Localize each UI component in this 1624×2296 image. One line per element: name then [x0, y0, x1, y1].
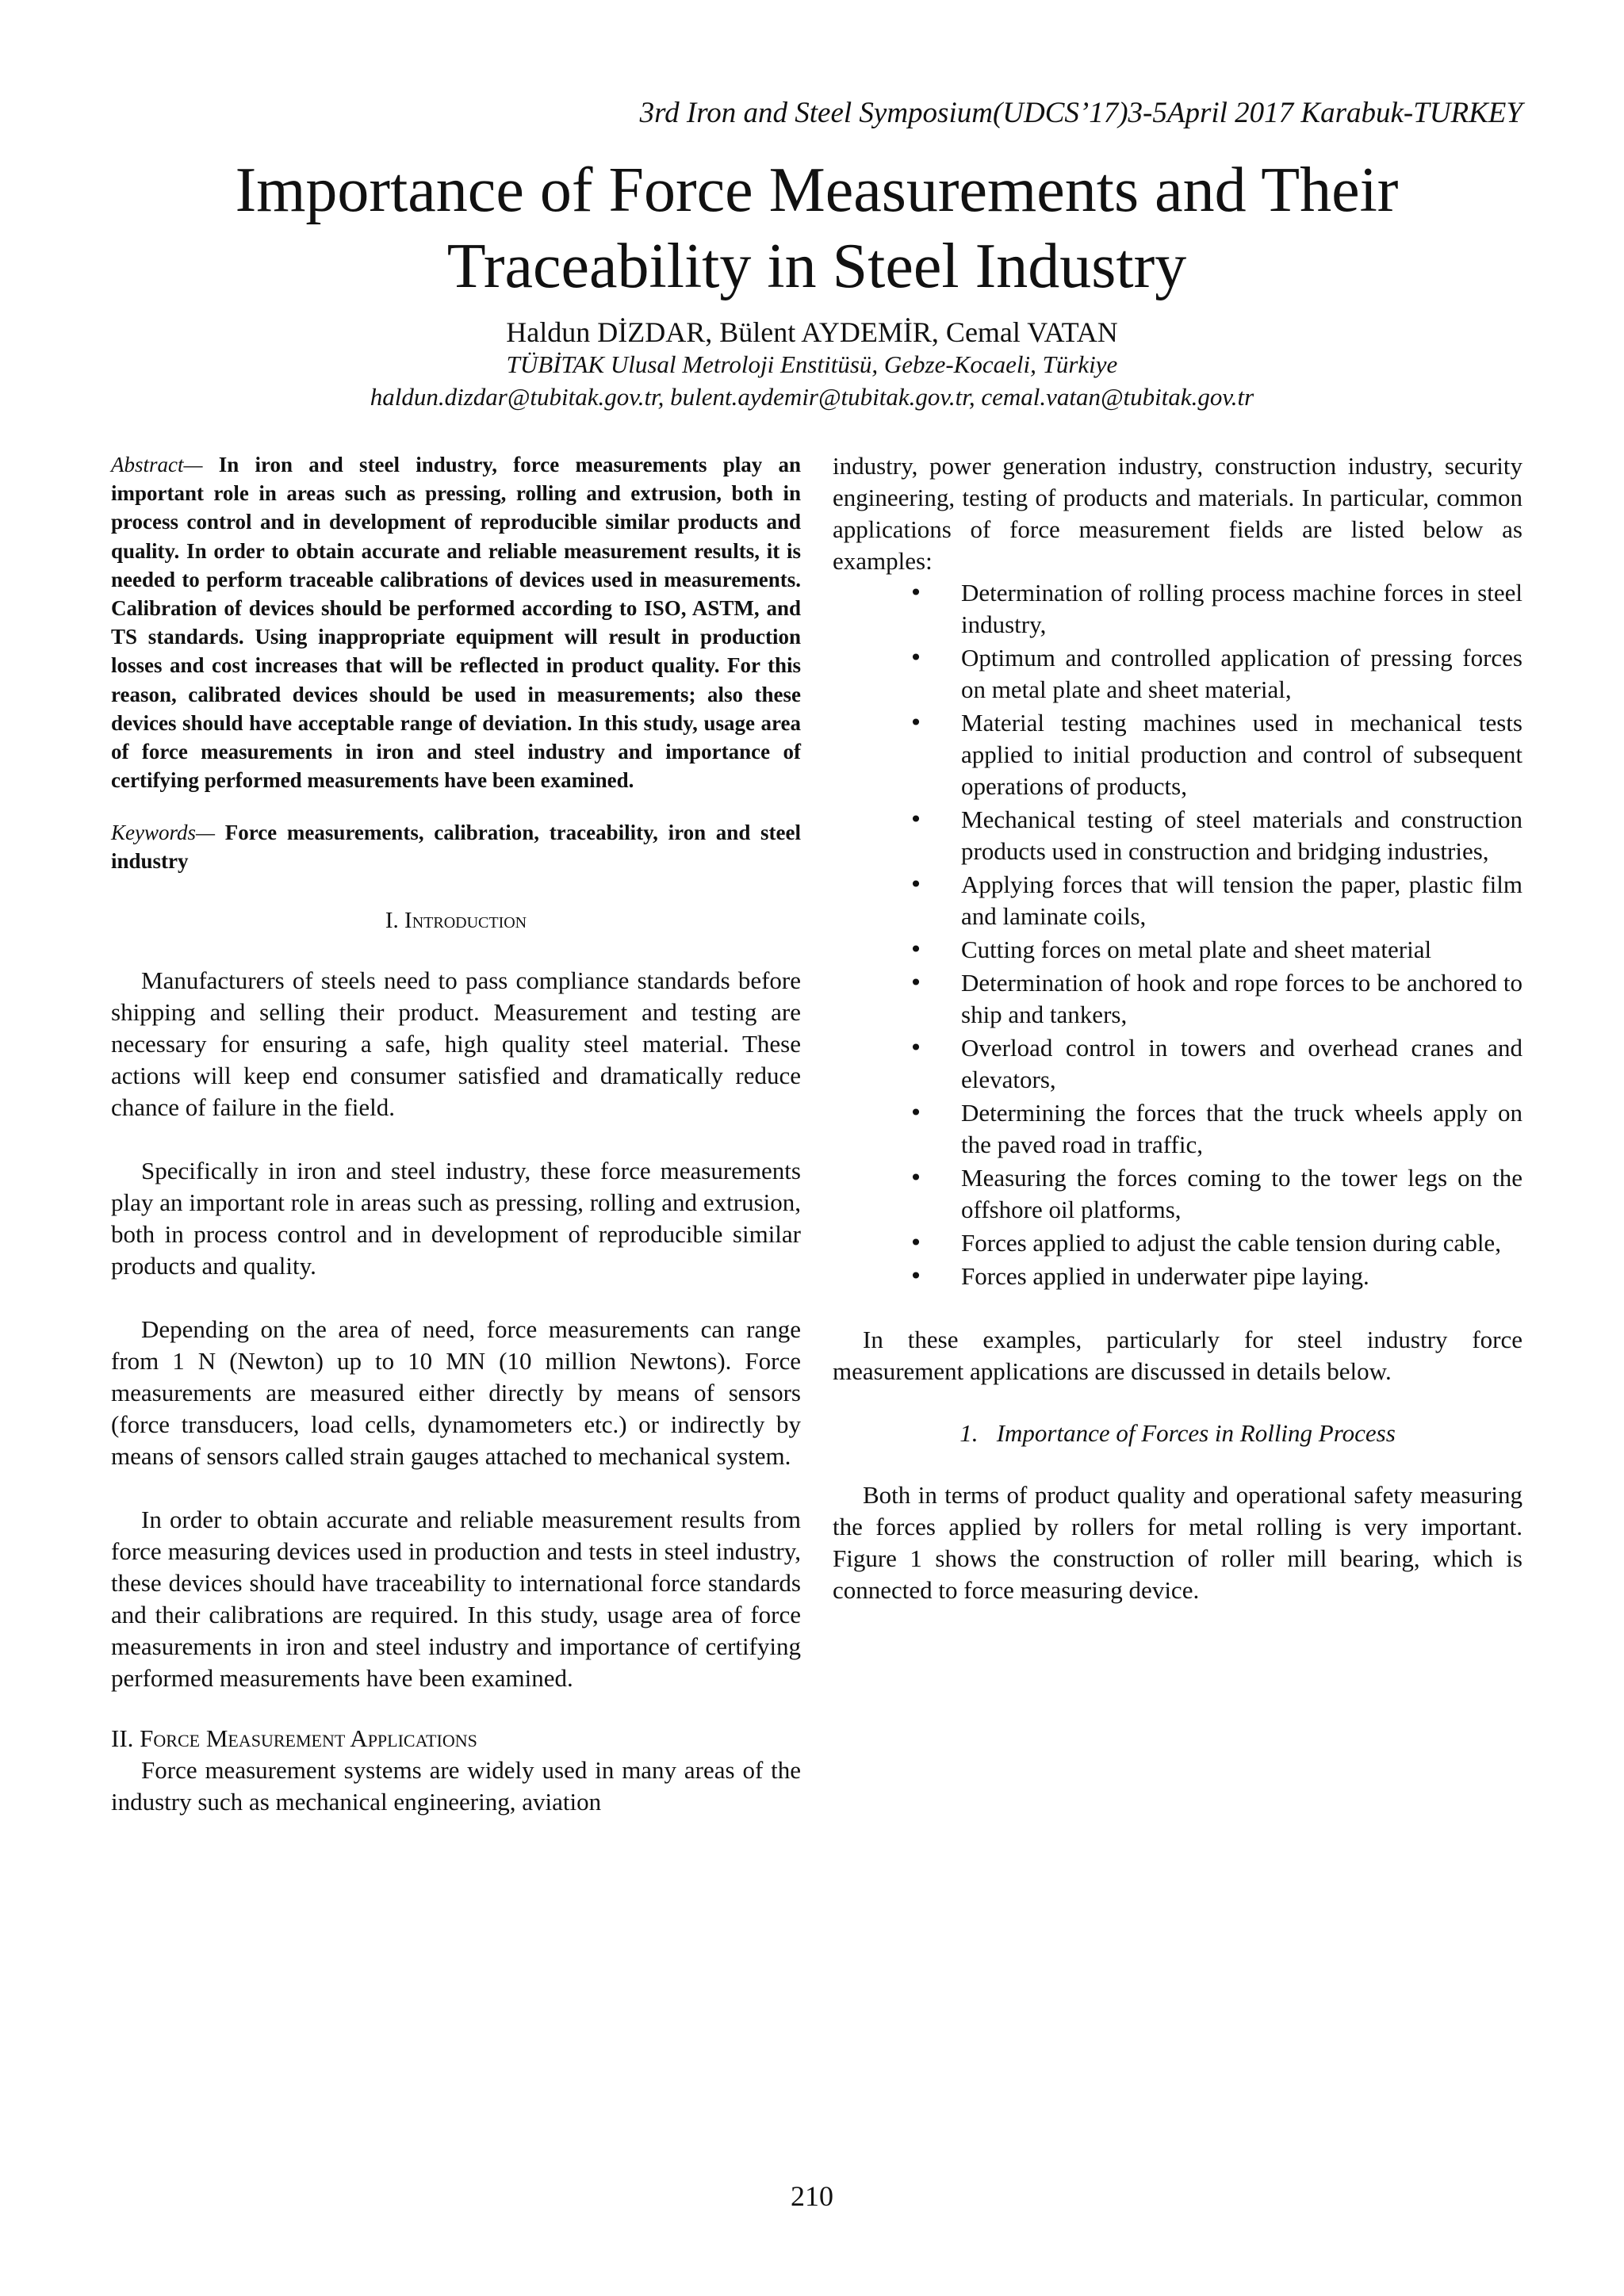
- abstract-lead: Abstract—: [111, 453, 203, 476]
- applications-list: [833, 577, 1522, 1292]
- left-column: [111, 450, 801, 1818]
- conference-header: 3rd Iron and Steel Symposium(UDCS’17)3-5April 2017 Karabuk-TURKEY: [639, 97, 1522, 129]
- bullet-icon: •: [909, 710, 923, 736]
- bullet-icon: •: [909, 580, 923, 606]
- abstract: [111, 450, 801, 794]
- keywords: [111, 818, 801, 875]
- list-item: • Determination of rolling process machine forces in steel industry,: [904, 577, 1522, 641]
- section-number: II.: [111, 1724, 134, 1753]
- bullet-icon: •: [909, 1263, 923, 1289]
- section-number: I.: [385, 908, 399, 934]
- intro-paragraph-1: Manufacturers of steels need to pass compliance standards before shipping and selling their product. Measurement and testing are necessary for ensuring a safe, high quality steel material. These actions will keep end consumer satisfied and dramatically reduce chance of failure in the field.: [111, 966, 801, 1122]
- right-column: [833, 450, 1522, 1606]
- abstract-text: In iron and steel industry, force measurements play an important role in areas such as pressing, rolling and extrusion, both in process control and in development of reproducible similar products and quality. In order to obtain accurate and reliable measurement results, it is needed to perform traceable calibrations of devices used in measurements. Calibration of devices should be performed according to ISO, ASTM, and TS standards. Using inappropriate equipment will result in production losses and cost increases that will be reflected in product quality. For this reason, calibrated devices should be used in measurements; also these devices should have acceptable range of deviation. In this study, usage area of force measurements in iron and steel industry and importance of certifying performed measurements have been examined.: [111, 453, 801, 793]
- applications-closing: In these examples, particularly for steel industry force measurement applications are discussed in details below.: [833, 1326, 1522, 1385]
- section-title: Force Measurement Applications: [140, 1724, 477, 1753]
- section-heading-applications: [111, 1723, 801, 1755]
- paper-title: [79, 152, 1554, 304]
- subsection-number: 1.: [959, 1419, 979, 1447]
- list-item: • Optimum and controlled application of pressing forces on metal plate and sheet material,: [904, 642, 1522, 706]
- list-item: • Forces applied to adjust the cable tension during cable,: [904, 1227, 1522, 1259]
- applications-intro-left: Force measurement systems are widely used in many areas of the industry such as mechanical engineering, aviation: [111, 1756, 801, 1816]
- bullet-icon: •: [909, 806, 923, 832]
- intro-paragraph-3: Depending on the area of need, force measurements can range from 1 N (Newton) up to 10 MN (10 million Newtons). Force measurements are measured either directly by means of sensors (force transducers, load cells, dynamometers etc.) or indirectly by means of sensors called strain gauges attached to mechanical system.: [111, 1315, 801, 1471]
- subsection-heading-rolling: [833, 1418, 1522, 1449]
- list-item: • Determining the forces that the truck wheels apply on the paved road in traffic,: [904, 1097, 1522, 1161]
- list-item: • Cutting forces on metal plate and sheet material: [904, 934, 1522, 966]
- rolling-paragraph: Both in terms of product quality and operational safety measuring the forces applied by rollers for metal rolling is very important. Figure 1 shows the construction of roller mill bearing, which is connected to force measuring device.: [833, 1481, 1522, 1604]
- author-list: Haldun DİZDAR, Bülent AYDEMİR, Cemal VATAN: [506, 316, 1118, 348]
- section-title: Introduction: [404, 908, 527, 934]
- list-item: • Overload control in towers and overhead cranes and elevators,: [904, 1032, 1522, 1096]
- bullet-icon: •: [909, 1165, 923, 1191]
- subsection-title: Importance of Forces in Rolling Process: [996, 1419, 1396, 1447]
- bullet-icon: •: [909, 970, 923, 996]
- list-item: • Applying forces that will tension the paper, plastic film and laminate coils,: [904, 869, 1522, 932]
- bullet-icon: •: [909, 645, 923, 671]
- section-heading-introduction: [111, 905, 801, 936]
- keywords-lead: Keywords—: [111, 821, 216, 845]
- applications-intro-right: industry, power generation industry, construction industry, security engineering, testing of products and materials. In particular, common applications of force measurement fields are listed below as examples:: [833, 452, 1522, 575]
- title-line-2: Traceability in Steel Industry: [446, 232, 1187, 301]
- affiliation: TÜBİTAK Ulusal Metroloji Enstitüsü, Gebze-Kocaeli, Türkiye: [506, 350, 1118, 378]
- bullet-icon: •: [909, 871, 923, 897]
- page-number: 210: [791, 2180, 833, 2212]
- list-item: • Material testing machines used in mechanical tests applied to initial production and control of subsequent operations of products,: [904, 707, 1522, 802]
- intro-paragraph-4: In order to obtain accurate and reliable measurement results from force measuring devices used in production and tests in steel industry, these devices should have traceability to international force standards and their calibrations are required. In this study, usage area of force measurements in iron and steel industry and importance of certifying performed measurements have been examined.: [111, 1506, 801, 1693]
- list-item: • Measuring the forces coming to the tower legs on the offshore oil platforms,: [904, 1162, 1522, 1226]
- intro-paragraph-2: Specifically in iron and steel industry, these force measurements play an important role in areas such as pressing, rolling and extrusion, both in process control and in development of reproducible similar products and quality.: [111, 1157, 801, 1280]
- bullet-icon: •: [909, 1100, 923, 1126]
- list-item: • Determination of hook and rope forces to be anchored to ship and tankers,: [904, 967, 1522, 1031]
- title-line-1: Importance of Force Measurements and Their: [235, 155, 1399, 225]
- list-item: • Mechanical testing of steel materials and construction products used in construction and bridging industries,: [904, 804, 1522, 867]
- bullet-icon: •: [909, 1230, 923, 1256]
- author-emails: haldun.dizdar@tubitak.gov.tr, bulent.aydemir@tubitak.gov.tr, cemal.vatan@tubitak.gov.tr: [370, 383, 1254, 411]
- bullet-icon: •: [909, 1035, 923, 1061]
- list-item: • Forces applied in underwater pipe laying.: [904, 1261, 1522, 1292]
- bullet-icon: •: [909, 936, 923, 962]
- keywords-text: Force measurements, calibration, traceability, iron and steel industry: [111, 821, 801, 874]
